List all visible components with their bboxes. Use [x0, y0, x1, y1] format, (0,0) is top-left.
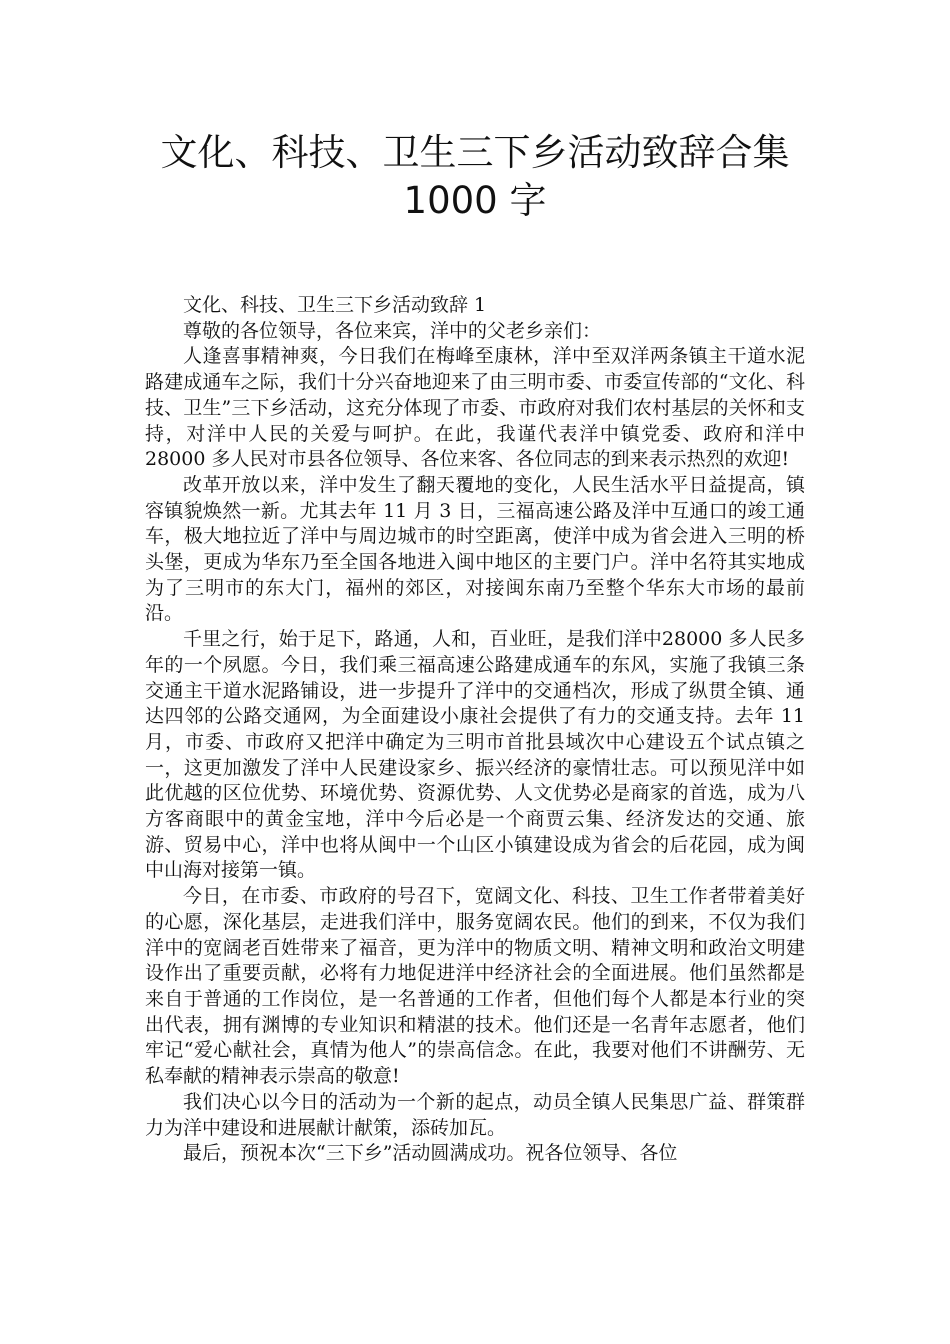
- paragraph: 千里之行，始于足下，路通，人和，百业旺，是我们洋中28000 多人民多年的一个夙愿。今日，我们乘三福高速公路建成通车的东风，实施了我镇三条交通主干道水泥路铺设，进一步提升了洋中的交通档次，形成了纵贯全镇、通达四邻的公路交通网，为全面建设小康社会提供了有力的交通支持。去年 11 月，市委、市政府又把洋中确定为三明市首批县域次中心建设五个试点镇之一，这更加激发了洋中人民建设家乡、振兴经济的豪情壮志。可以预见洋中如此优越的区位优势、环境优势、资源优势、人文优势必是商家的首选，成为八方客商眼中的黄金宝地，洋中今后必是一个商贾云集、经济发达的交通、旅游、贸易中心，洋中也将从闽中一个山区小镇建设成为省会的后花园，成为闽中山海对接第一镇。: [145, 628, 805, 882]
- paragraph: 今日，在市委、市政府的号召下，宽阔文化、科技、卫生工作者带着美好的心愿，深化基层，走进我们洋中，服务宽阔农民。他们的到来，不仅为我们洋中的宽阔老百姓带来了福音，更为洋中的物质文明、精神文明和政治文明建设作出了重要贡献，必将有力地促进洋中经济社会的全面进展。他们虽然都是来自于普通的工作岗位，是一名普通的工作者，但他们每个人都是本行业的突出代表，拥有渊博的专业知识和精湛的技术。他们还是一名青年志愿者，他们牢记“爱心献社会，真情为他人”的崇高信念。在此，我要对他们不讲酬劳、无私奉献的精神表示崇高的敬意!: [145, 885, 805, 1088]
- document-body: [145, 293, 805, 1167]
- paragraph: 人逢喜事精神爽，今日我们在梅峰至康林，洋中至双洋两条镇主干道水泥路建成通车之际，我们十分兴奋地迎来了由三明市委、市委宣传部的“文化、科技、卫生”三下乡活动，这充分体现了市委、市政府对我们农村基层的关怀和支持，对洋中人民的关爱与呵护。在此，我谨代表洋中镇党委、政府和洋中 28000 多人民对市县各位领导、各位来客、各位同志的到来表示热烈的欢迎!: [145, 345, 805, 471]
- document-title-continued: 1000 字: [403, 179, 547, 222]
- section-heading: 文化、科技、卫生三下乡活动致辞 1: [183, 294, 487, 316]
- paragraph: 改革开放以来，洋中发生了翻天覆地的变化，人民生活水平日益提高，镇容镇貌焕然一新。尤其去年 11 月 3 日，三福高速公路及洋中互通口的竣工通车，极大地拉近了洋中与周边城市的时空距离，使洋中成为省会进入三明的桥头堡，更成为华东乃至全国各地进入闽中地区的主要门户。洋中名符其实地成为了三明市的东大门，福州的郊区，对接闽东南乃至整个华东大市场的最前沿。: [145, 473, 805, 625]
- paragraph: 我们决心以今日的活动为一个新的起点，动员全镇人民集思广益、群策群力为洋中建设和进展献计献策，添砖加瓦。: [145, 1090, 805, 1139]
- document-title: 文化、科技、卫生三下乡活动致辞合集: [160, 131, 790, 174]
- salutation: 尊敬的各位领导，各位来宾，洋中的父老乡亲们：: [183, 319, 602, 342]
- paragraph: 最后，预祝本次“三下乡”活动圆满成功。祝各位领导、各位: [183, 1142, 678, 1165]
